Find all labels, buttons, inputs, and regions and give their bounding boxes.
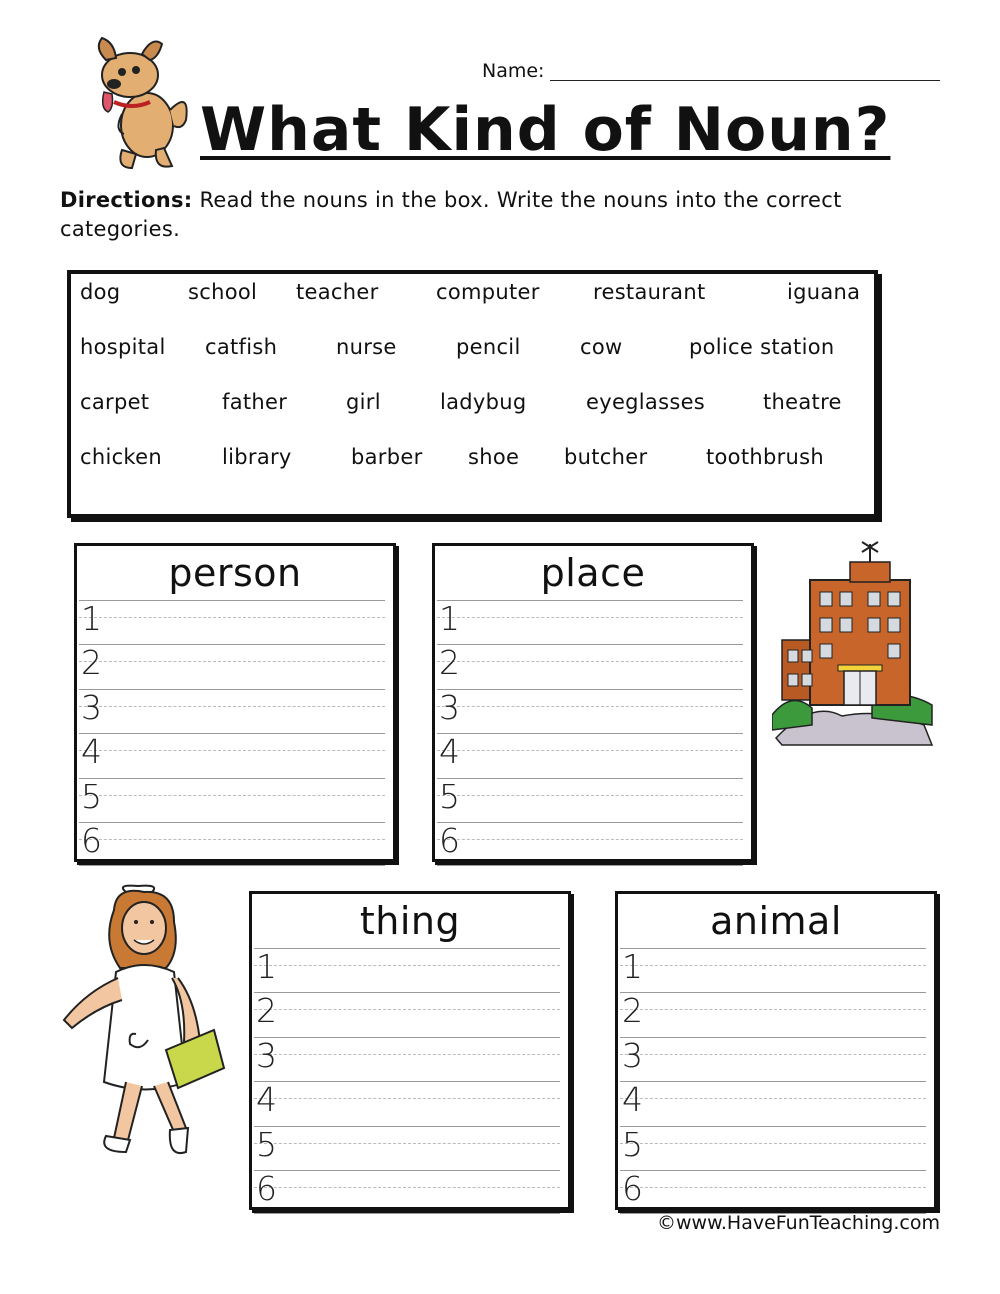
noun-word: eyeglasses [586,390,706,414]
line-number: 5 [439,776,460,816]
noun-word: butcher [564,445,648,469]
answer-line[interactable] [620,1037,926,1081]
line-number: 4 [439,732,460,772]
answer-line[interactable] [79,689,385,733]
school-building-illustration [772,540,940,750]
line-number: 5 [622,1124,643,1164]
answer-lines[interactable] [437,600,743,866]
line-number: 3 [81,687,102,727]
line-number: 4 [81,732,102,772]
answer-line[interactable] [437,689,743,733]
line-number: 6 [256,1168,277,1208]
answer-line[interactable] [254,1170,560,1214]
noun-word: computer [436,280,540,304]
category-title: person [168,551,302,595]
noun-word: hospital [80,335,166,359]
line-number: 2 [81,643,102,683]
answer-line[interactable] [254,992,560,1036]
answer-line[interactable] [437,733,743,777]
directions-text: Read the nouns in the box. Write the nouns into the correct categories. [60,188,842,241]
category-title: thing [359,899,461,943]
noun-word: theatre [763,390,842,414]
noun-word: pencil [456,335,521,359]
worksheet-title: What Kind of Noun? [200,95,891,165]
answer-line[interactable] [620,1081,926,1125]
name-label: Name: [482,60,545,82]
footer-copyright: ©www.HaveFunTeaching.com [657,1212,940,1234]
line-number: 2 [439,643,460,683]
noun-word: iguana [787,280,861,304]
answer-line[interactable] [620,948,926,992]
line-number: 2 [256,991,277,1031]
line-number: 3 [439,687,460,727]
answer-line[interactable] [437,778,743,822]
noun-word: chicken [80,445,162,469]
answer-line[interactable] [254,1081,560,1125]
line-number: 6 [622,1168,643,1208]
dog-illustration [92,30,192,175]
noun-word: nurse [336,335,397,359]
answer-lines[interactable] [620,948,926,1214]
noun-word: carpet [80,390,150,414]
line-number: 3 [256,1035,277,1075]
noun-word: cow [580,335,623,359]
answer-line[interactable] [437,822,743,866]
answer-line[interactable] [79,778,385,822]
answer-line[interactable] [620,1170,926,1214]
answer-lines[interactable] [79,600,385,866]
answer-line[interactable] [254,1037,560,1081]
noun-word: police station [689,335,835,359]
noun-word: restaurant [593,280,706,304]
noun-word: dog [80,280,121,304]
category-box-person [74,543,396,862]
noun-word: father [222,390,288,414]
directions [60,186,880,244]
line-number: 2 [622,991,643,1031]
line-number: 1 [439,599,460,638]
directions-label: Directions: [60,188,193,212]
name-write-line[interactable] [550,80,940,81]
answer-line[interactable] [79,822,385,866]
line-number: 4 [256,1080,277,1120]
noun-word: school [188,280,258,304]
answer-line[interactable] [254,1126,560,1170]
noun-word: shoe [468,445,520,469]
answer-line[interactable] [79,600,385,644]
answer-line[interactable] [254,948,560,992]
answer-lines[interactable] [254,948,560,1214]
noun-word: ladybug [440,390,527,414]
answer-line[interactable] [79,733,385,777]
noun-word: library [222,445,292,469]
category-box-place [432,543,754,862]
answer-line[interactable] [620,992,926,1036]
line-number: 5 [256,1124,277,1164]
nurse-illustration [56,882,231,1167]
line-number: 1 [622,947,643,986]
line-number: 4 [622,1080,643,1120]
answer-line[interactable] [620,1126,926,1170]
line-number: 5 [81,776,102,816]
noun-word: barber [351,445,423,469]
noun-word: catfish [205,335,278,359]
line-number: 6 [439,820,460,860]
answer-line[interactable] [437,644,743,688]
noun-word: girl [346,390,381,414]
noun-word: teacher [296,280,379,304]
line-number: 6 [81,820,102,860]
line-number: 1 [81,599,102,638]
category-box-animal [615,891,937,1210]
noun-word: toothbrush [706,445,824,469]
answer-line[interactable] [79,644,385,688]
line-number: 3 [622,1035,643,1075]
category-box-thing [249,891,571,1210]
line-number: 1 [256,947,277,986]
category-title: animal [710,899,842,943]
category-title: place [540,551,646,595]
answer-line[interactable] [437,600,743,644]
